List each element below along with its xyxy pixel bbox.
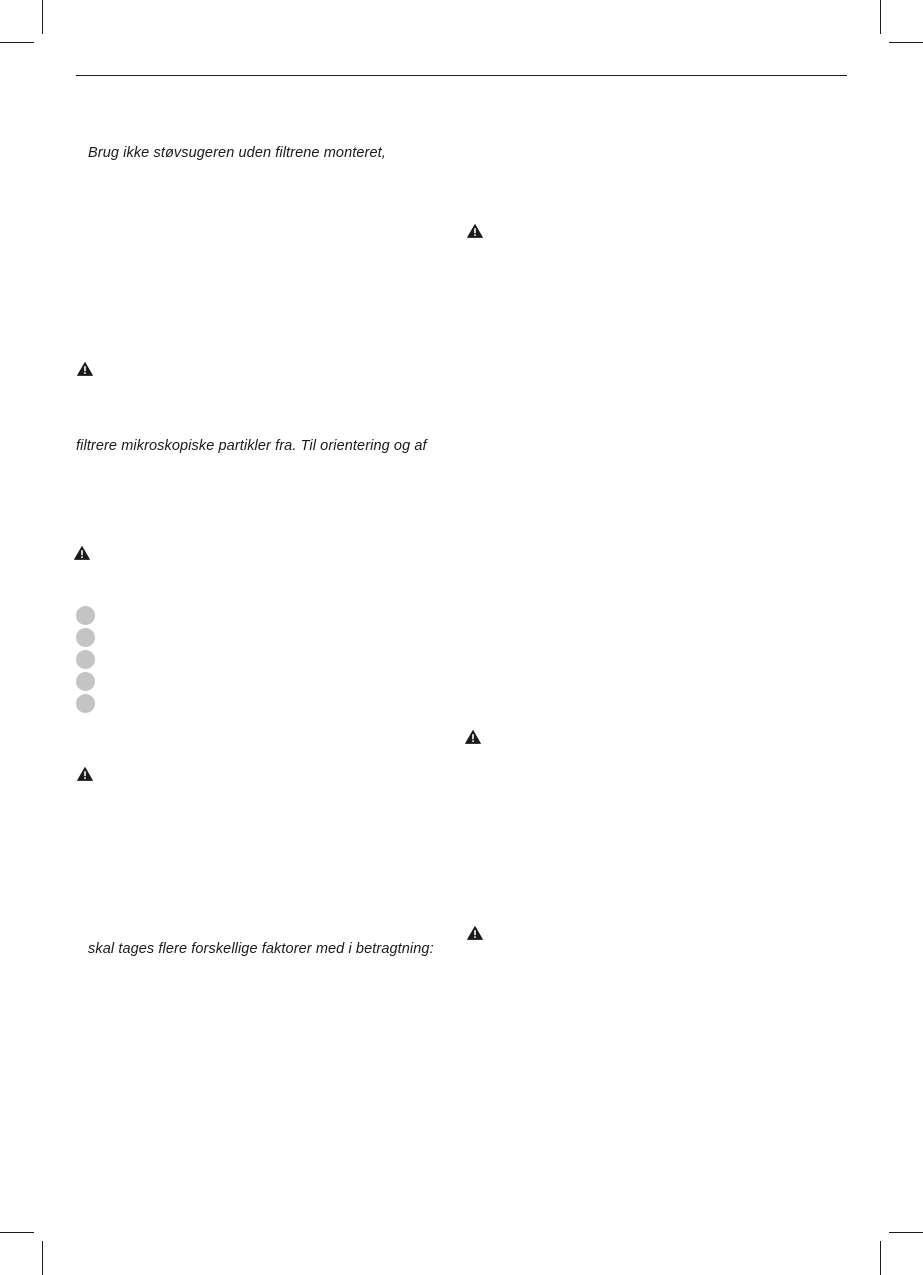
crop-mark-top-left-vertical	[42, 0, 43, 34]
warning-triangle-icon	[467, 926, 483, 940]
text-line-factors: skal tages flere forskellige faktorer med i betragtning:	[88, 941, 434, 957]
warning-triangle-icon	[74, 546, 90, 560]
warning-triangle-icon	[77, 767, 93, 781]
bullet-circle-icon	[76, 694, 95, 713]
warning-triangle-icon	[465, 730, 481, 744]
crop-mark-bottom-right-vertical	[880, 1241, 881, 1275]
warning-triangle-icon	[77, 362, 93, 376]
text-line-filters: Brug ikke støvsugeren uden filtrene monteret,	[88, 145, 386, 161]
crop-mark-bottom-left-vertical	[42, 1241, 43, 1275]
bullet-circle-icon	[76, 606, 95, 625]
bullet-circle-icon	[76, 628, 95, 647]
warning-triangle-icon	[467, 224, 483, 238]
crop-mark-bottom-right-horizontal	[889, 1232, 923, 1233]
header-rule	[76, 75, 847, 76]
crop-mark-bottom-left-horizontal	[0, 1232, 34, 1233]
text-line-microscopic: filtrere mikroskopiske partikler fra. Til orientering og af	[76, 438, 427, 454]
crop-mark-top-left-horizontal	[0, 42, 34, 43]
bullet-circle-icon	[76, 650, 95, 669]
crop-mark-top-right-horizontal	[889, 42, 923, 43]
bullet-circle-icon	[76, 672, 95, 691]
crop-mark-top-right-vertical	[880, 0, 881, 34]
